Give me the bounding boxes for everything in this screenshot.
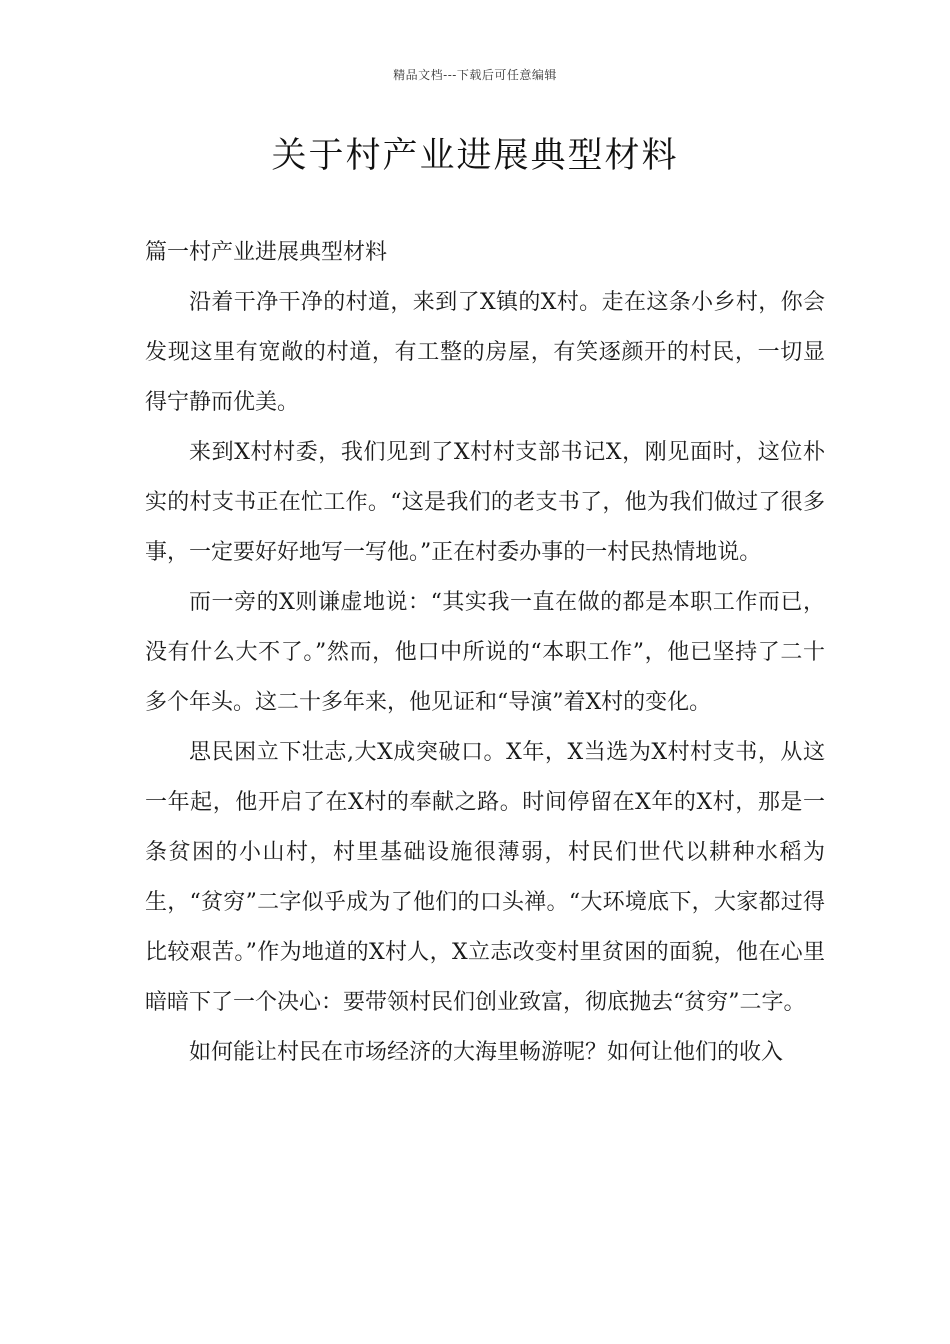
paragraph-2: 来到X村村委，我们见到了X村村支部书记X，刚见面时，这位朴实的村支书正在忙工作。“这是我们的老支书了，他为我们做过了很多事，一定要好好地写一写他。”正在村委办事的一村民热情地说。 — [145, 440, 825, 565]
paragraph-3: 而一旁的X则谦虚地说：“其实我一直在做的都是本职工作而已，没有什么大不了。”然而，他口中所说的“本职工作”，他已坚持了二十多个年头。这二十多年来，他见证和“导演”着X村的变化。 — [145, 590, 825, 715]
document-body — [145, 228, 825, 1078]
paragraph-1: 沿着干净干净的村道，来到了X镇的X村。走在这条小乡村，你会发现这里有宽敞的村道，有工整的房屋，有笑逐颜开的村民，一切显得宁静而优美。 — [145, 290, 825, 415]
paragraph-4: 思民困立下壮志,大X成突破口。X年，X当选为X村村支书，从这一年起，他开启了在X村的奉献之路。时间停留在X年的X村，那是一条贫困的小山村，村里基础设施很薄弱，村民们世代以耕种水稻为生，“贫穷”二字似乎成为了他们的口头禅。“大环境底下，大家都过得比较艰苦。”作为地道的X村人，X立志改变村里贫困的面貌，他在心里暗暗下了一个决心：要带领村民们创业致富，彻底抛去“贫穷”二字。 — [145, 740, 825, 1015]
header-note: 精品文档---下载后可任意编辑 — [393, 68, 557, 82]
document-title: 关于村产业进展典型材料 — [271, 136, 679, 176]
paragraph-5: 如何能让村民在市场经济的大海里畅游呢？如何让他们的收入 — [189, 1040, 784, 1065]
section-heading: 篇一村产业进展典型材料 — [145, 240, 388, 265]
